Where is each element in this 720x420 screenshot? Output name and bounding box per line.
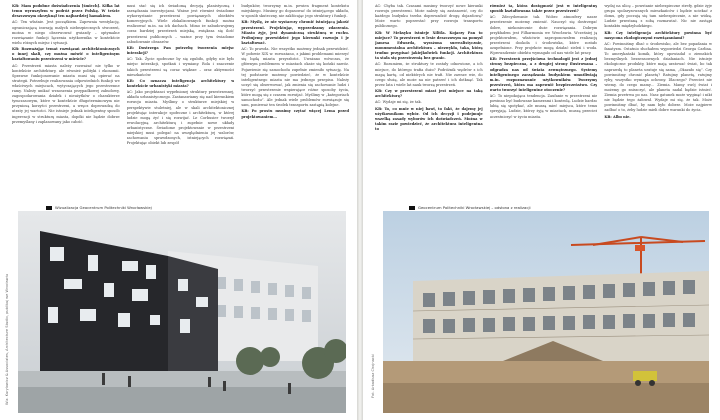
interview-question: KB: Przestrzeń przejściowa technologii jest z jednej strony bezpieczna, a z drugiej strony ilustrowana – odgradza nas od świata zewnętrznego. Systemy inteligentnego zarządzania budynkiem umożliwiają m.in. rozpoznawanie użytkowników. Tworzymy przestrzeń, która ma zapewnić bezpieczeństwo. Czy warto tworzyć inteligentne otoczenie?: [489, 57, 598, 92]
left-caption-text: Wizualizacja Geocentrum Politechniki Wrocławskiej: [55, 205, 152, 210]
interview-answer: AC: Ten właśnie. Jest początkiem. Zapewnia wentylację, ograniczającą inwazję małych niebezpiecznych stworzeń, można w niego obserwować gwiazdy – optymalne rozwiązanie funkcji łączenia użytkownika w kontekście wielu różnych miejsc i sytuacji.: [12, 20, 120, 45]
interview-question: KB: W Meksyku istnieje Xilitla. Kojarzy Pan to miejsce? To przestrzeń w lesie deszczowym na pomysł Jamesa Edwarda, wyrażona surrealistycznie, monumentalna architektura – niezwykła, taka, którą trudno przypisać jakiejkolwiek funkcji. Architektura ta stała się przestrzenią bez granic.: [375, 30, 483, 61]
right-photo-caption: [409, 205, 531, 210]
interview-answer: AC: Przestrzeń miasta należy rozważać nie tylko w kontekście architektury, ale również polityki i ekonomii. Sprawne funkcjonowanie miasta musi się opierać na strategii. Potrzebuje realizowania odpowiednich funkcji we właściwych miejscach, wytyczających jego przestrzenne ramy. Należy unikać wznoszenia przypadkowej zabudowy, zagospodarowania działek i nieużytków o charakterze tymczasowym, które w kontekście długoterminowym nie przyniosą korzyści przestrzeni, a wręcz doprowadzą do utraty jej wartości. Nie istnieje jednak inteligentny sposób ingerencji w strukturę miasta, dopóki nie będzie dobrze przemyślany i zaplanowany jako całość.: [12, 63, 120, 124]
caption-marker-icon: [46, 206, 52, 210]
left-column-2: [127, 4, 235, 206]
interview-question: KB: Czy w przestrzeni miast jest miejsce na taką architekturę?: [375, 89, 483, 99]
caption-marker-icon: [409, 206, 415, 210]
interview-question: KB: Albo nie.: [604, 114, 631, 119]
right-page: [363, 0, 720, 420]
left-page: [0, 0, 357, 420]
interview-question: KB: Dostrzega Pan potrzebę tworzenia miejsc interakcji?: [126, 45, 235, 56]
interview-question: KB: Czy inteligencja architektury powinna być nasycona ekologicznymi rozwiązaniami?: [604, 30, 713, 40]
right-column-2: [490, 4, 598, 206]
construction-illustration: [383, 211, 709, 413]
interview-question: KB: Co oznacza inteligencja architektury w kontekście urbanistyki miasta?: [126, 78, 235, 88]
interview-answer: AC: Powinniśmy dbać o środowisko, ale bez popadania w fanatyzm. Ostatnio słuchałem wypowiedzi Georga Carlina. To amerykański komik, który opowiadał o ziemskich bezmyślnych bezsensownych działaniach. Nie istnieje ekologiczne produkty, które mają uratować świat, bo tak naprawdę to planeta uratuje się sama, „Okazało się”. Czy powinniśmy chronić planetę? Ratujmy planetę, ratujmy ryby, wszystko wymaga ochrony. Dlaczego? Przecież nie wiemy, do czego mamy… Ziemia. Mamy swój świat i możemy go zniszczyć, ale planeta nadal będzie istnieć. Ziemia przetrwa po nas. Nasz gatunek może wyginąć i nikt nie będzie tego żałował. Wydaje mi się, że tak. Może powinniśmy dbać, by nam było dobrze. Może najpierw zadbać o to, żeby ludzie mieli dobre warunki do życia.: [604, 42, 713, 113]
interview-question: również ta, która dostępność jest w inteligentny sposób kształtowana także przez przestrzeń?: [489, 4, 598, 14]
visualization-illustration: [18, 211, 346, 413]
left-column-1: [12, 4, 120, 206]
interview-question: KB: Myślę, że nie wystarczy chronić istniejącą jakość przestrzeni. Projektując, wyprzedzamy zdarzenia. Miasto żyje, jest dynamiczną strukturą w ruchu. Próbujemy przewidzieć jego kierunki rozwoju i je kształtować.: [241, 20, 350, 45]
interview-answer: AC: Chyba tak. Czasami musimy tworzyć nowe kierunki rozwoju przestrzeni. Może należy się zastanowić, czy do każdego budynku trzeba doprowadzić drogę dojazdową? Może warto poprzestać przy rozwoju transportu publicznego.: [375, 4, 483, 29]
interview-answer: wydaj na ulicę – powstanie niebezpieczne strefy, gdzie żyje grupa spolaryzowanych mieszkańców i będzie uciekać z domu, gdy poczują się tam niebezpiecznie, a nie widzą. Ludzie przestaną z sobą rozmawiać. Nic nie zastąpi kontaktu międzyludzkiego.: [604, 4, 713, 29]
interview-question: KB: Mam podobne doświadczenia [śmiech]. Kiłka lat temu wyruszyłem w podróż przez Polskę. W teście deszczowym okrzyknął ten najbardziej hamakiem.: [12, 4, 120, 19]
interview-question: KB: To, co mnie w niej bawi, to fakt, że dajemy jej użytkownikom wybór. Od ich decyzji i podejmuje wszelką zasady wyborów ich doświadczeń. Można w takim razie powiedzieć, że architektura inteligentna to: [375, 106, 483, 132]
interview-answer: AC: Rozumiem, że struktury te zostały odnowione, a ich miejsce, do którego trafia dużo? Podróżnik wędrów z ich mapą kartę, od niektórych nie trafi. Nie zawsze wie, do czego służą, ale może na nie patrzeć i ich dotknąć. Tak przez lata i wiele lat nauk tworzą przestrzeń.: [375, 62, 483, 87]
right-column-1: [375, 4, 483, 206]
left-column-3: [241, 4, 349, 206]
interview-question: KB: Rozważając temat rozwiązań architektonicznych o innej skali, czy można mówić o inteligentnym kształtowaniu przestrzeni w mieście?: [12, 47, 120, 62]
interview-answer: AC: Zdecydowanie tak. Wobec atmosfery nasze przestrzenie możemy zmienić. Nauczyć się dostrzegać dobre, niekoniecznie duże rozwiązania. Dobrym przykładem jest Filharmonia we Wrocławiu. Wcześniej ją projektowałem, właściwie zaproponowałem realizację przestrzeni dookoła i środowiska, które zostało uzupełnione. Przy projekcie mogą działać zieleń i woda. Wprowadzenie obiektu wymagało od nas wiele lat pracy.: [489, 15, 598, 56]
interview-question: KB: Po prostu musimy czytać więcej Lema przed projektowaniem…: [241, 109, 350, 119]
interview-answer: AC: To niepokojąca tendencja. Zaufanie w przestrzeni nie powinno być budowane kamerami i kontrolą. Ludzie bardzo lubią się spotykać, ale muszą mieć miejsca, które temu sprzyjają. Ludzie, którzy żyją w miastach, muszą przecież uczestniczyć w życiu miasta.: [489, 94, 598, 119]
interview-answer: AC: Jako projektanci wypełnionej struktury przestrzennej, układu urbanistycznego. Zastanawiamy się nad kierunkiem rozwoju miasta. Myślimy o strukturze miejskiej w perspektywie stuletniej, ale w skali architektonicznej projektując interakcje społeczne i architekturę, w której ludzie mogą żyć i się rozwijać. Le Corbusier tworzył rewolucyjną architekturę i zupełnie nowe układy urbanistyczne. Świadome projektowanie w przestrzeni miejskiej musi polegać na uwzględnieniu jej walorów, zachowaniu sprawdzonych, istniejących rozwiązań. Projektując obiekt lub zespół: [126, 90, 235, 146]
interview-answer: AC: To prawda. Nie wszystko możemy jednak przewidzieć. W połowie XIX w. rozważano, z jakimi problemami mierzyć się będą miasta przyszłości. Uważano wówczas, że głównym problemem w miastach okaże się koński nawóz. Pojawienie się samochodu zupełnie zmieniło sytuację. Na tej podstawie możemy powiedzieć, że w kontekście inteligentnego miasta nie ma jednego przepisu. Należy uczyć się obserwować, jak zmienia się zachowanie ludzi i tworzyć przestrzenie wspierające różne sposoby życia, które mogą się z czasem rozwijać. Myślimy w „kategoriach samochodu”. Ale jednak wiele problemów rozwiązuje się sam, ponieważ ten środek transportu zastąpią kolejne.: [241, 47, 350, 108]
interview-answer: budynków, tworzymy m.in. pewien fragment kontekstu miejskiego. Musimy go dopasować do istniejącego układu, w sposób skuteczny, nie zakłócając jego struktury i funkcji.: [241, 4, 350, 19]
interview-answer: AC: Wydaje mi się, że tak.: [375, 100, 422, 105]
interview-answer: AC: Tak. Życie społeczne by się zgubiło, gdyby nie było miejsc interakcji, spotkań i wymiany. Rola i znaczenie takich przestrzeni są coraz większe – oraz aktywności mieszkańców.: [126, 57, 235, 77]
right-photo-credit: Fot. Arkadiusz Chojnacki: [371, 354, 375, 398]
left-text-columns: [12, 4, 349, 206]
left-photo-caption: [46, 205, 152, 210]
right-column-3: [604, 4, 712, 206]
right-caption-text: Geocentrum Politechniki Wrocławskiej – odsłona z realizacji: [418, 205, 531, 210]
left-photo-credit: Wiz. Kurylowicz & Associates, Architecture Studio, publikuj we Wrocławiu: [5, 274, 9, 405]
right-text-columns: [375, 4, 712, 206]
interview-answer: musi stać się ich świadomą decyzją planistyczną i zarządzania inwestycjami. Ważne jest również świadome wykorzystanie przestrzeni powiązanych obiektów komercyjnych. Wiele zlokalizowanych funkcji można realizować m.in. na ich dachach. Mimo że zabudowujemy coraz bardziej przestrzeń miejską, zwiększa się ilość przestrzeni publicznych – ważne przy tym świadome zabudowanie obszarów.: [126, 4, 235, 44]
construction-site-photo: [383, 211, 709, 413]
geocentrum-visualization-image: [18, 211, 346, 413]
